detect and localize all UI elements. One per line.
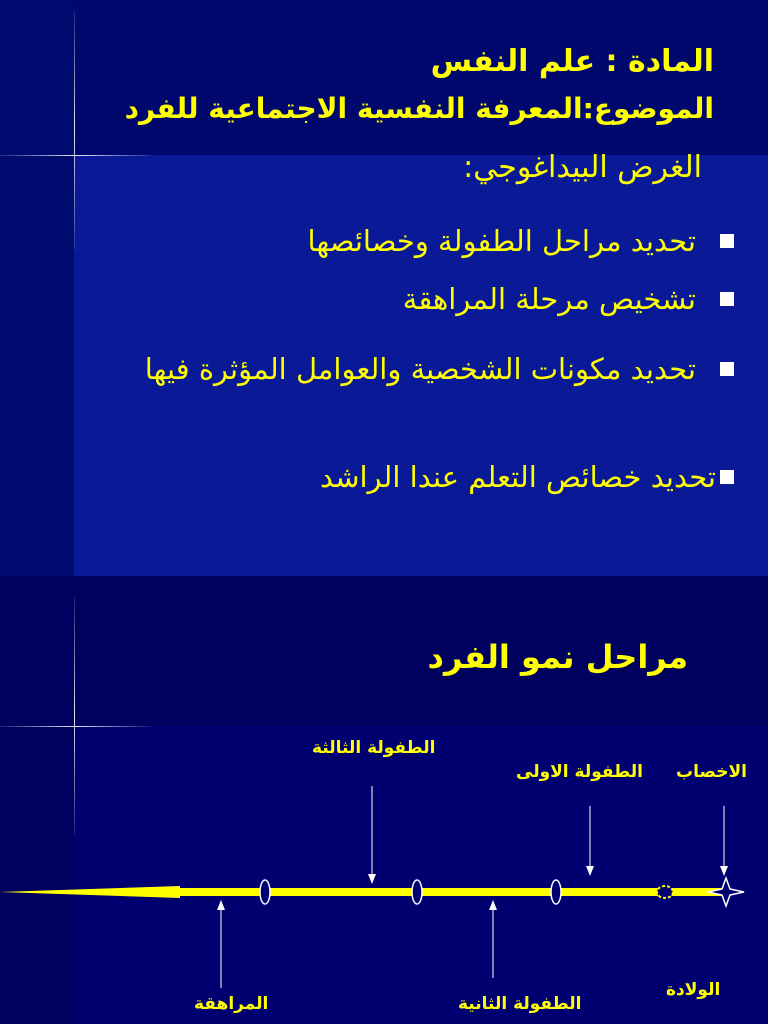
square-bullet-icon	[720, 470, 734, 484]
slide-2	[0, 576, 768, 1024]
timeline-arrow-head	[0, 886, 180, 898]
goal-text: تشخيص مرحلة المراهقة	[402, 282, 696, 316]
pointer-arrow-icon	[720, 866, 728, 876]
square-bullet-icon	[720, 362, 734, 376]
purpose-heading: الغرض البيداغوجي:	[463, 150, 702, 185]
decor-star-line-v	[74, 10, 75, 250]
pointer-arrow-icon	[489, 900, 497, 910]
goal-text: تحديد خصائص التعلم عندا الراشد	[319, 460, 716, 494]
label-third-childhood: الطفولة الثالثة	[312, 738, 436, 758]
stage-marker	[551, 880, 561, 904]
conception-star-icon	[708, 878, 744, 906]
goal-item	[94, 340, 734, 396]
stage-marker	[412, 880, 422, 904]
label-birth: الولادة	[666, 980, 721, 1000]
development-timeline	[0, 726, 768, 1024]
subject-heading: المادة : علم النفس	[430, 44, 714, 79]
goal-item	[94, 458, 734, 494]
square-bullet-icon	[720, 292, 734, 306]
goal-item	[94, 222, 734, 258]
decor-star-line-h	[0, 155, 150, 156]
label-early-childhood: الطفولة الاولى	[516, 762, 643, 782]
decor-panel-left	[0, 0, 74, 576]
goal-item	[94, 280, 734, 316]
stage-marker	[260, 880, 270, 904]
goal-text: تحديد مراحل الطفولة وخصائصها	[307, 224, 696, 258]
pointer-arrow-icon	[217, 900, 225, 910]
label-adolescence: المراهقة	[194, 994, 269, 1014]
label-second-childhood: الطفولة الثانية	[458, 994, 582, 1014]
square-bullet-icon	[720, 234, 734, 248]
pointer-arrow-icon	[586, 866, 594, 876]
pointer-arrow-icon	[368, 874, 376, 884]
birth-marker	[657, 886, 673, 898]
label-puberty: الاخصاب	[676, 762, 747, 782]
topic-heading: الموضوع:المعرفة النفسية الاجتماعية للفرد	[124, 92, 714, 125]
goal-text: تحديد مكونات الشخصية والعوامل المؤثرة فيها	[144, 352, 696, 386]
stages-title: مراحل نمو الفرد	[427, 638, 688, 676]
